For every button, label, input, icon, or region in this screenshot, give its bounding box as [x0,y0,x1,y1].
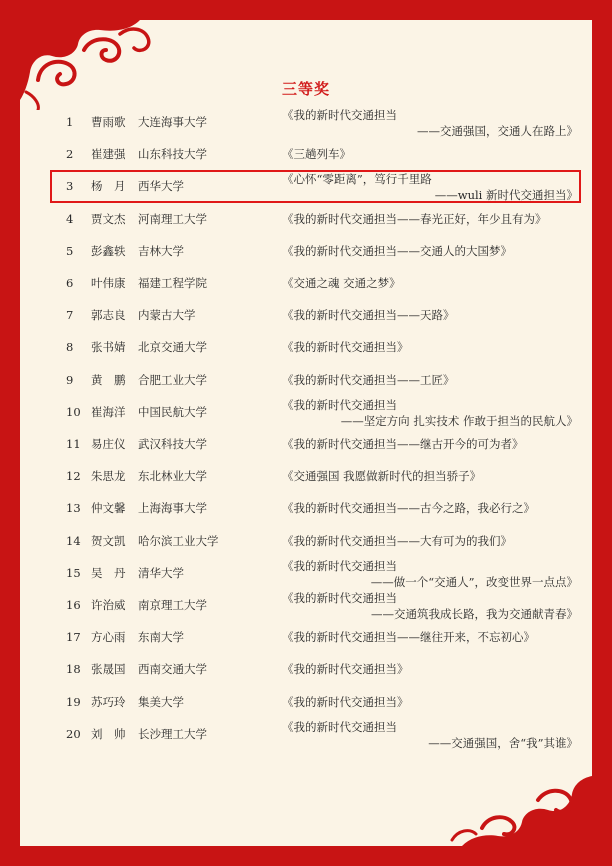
work-title [282,653,578,685]
work-title [282,106,578,138]
work-title [282,428,578,460]
work-title-line1: 《我的新时代交通担当——春光正好，年少且有为》 [282,211,547,226]
winner-name: 彭鑫轶 [91,243,126,258]
rank-number: 8 [66,340,74,355]
work-title-line1: 《我的新时代交通担当》 [282,694,409,709]
work-title-line1: 《我的新时代交通担当》 [282,662,409,677]
rank-number: 14 [66,533,81,548]
work-title [282,364,578,396]
certificate-page [20,20,592,846]
rank-number: 2 [66,147,74,162]
work-title [282,686,578,718]
work-title [282,299,578,331]
winner-name: 曹雨歌 [91,115,126,129]
winner-name: 苏巧玲 [91,694,126,709]
winner-row [20,299,592,331]
winner-row [20,525,592,557]
university-name: 北京交通大学 [138,340,207,355]
university-name: 长沙理工大学 [138,726,207,741]
winner-name: 吴 丹 [91,565,126,580]
work-title [282,557,578,589]
work-title-line1: 《我的新时代交通担当》 [282,340,409,355]
work-title-line1: 《三趟列车》 [282,147,351,162]
work-title-line1: 《我的新时代交通担当——工匠》 [282,372,455,387]
rank-number: 19 [66,694,81,709]
work-title [282,203,578,235]
winner-name: 贾文杰 [91,211,126,226]
rank-number: 13 [66,501,81,516]
rank-number: 18 [66,662,81,677]
winner-name: 贺文凯 [91,533,126,548]
rank-number: 7 [66,308,74,323]
university-name: 东南大学 [138,630,184,645]
work-title-line2: ——坚定方向 扎实技术 作敢于担当的民航人》 [340,413,578,428]
winner-row [20,428,592,460]
work-title [282,235,578,267]
winner-name: 许治威 [91,598,126,612]
work-title-line1: 《我的新时代交通担当 [282,558,397,573]
winner-name: 叶伟康 [91,276,126,290]
rank-number: 9 [66,372,74,387]
winner-row [20,686,592,718]
winner-name: 朱思龙 [91,469,126,484]
work-title [282,621,578,653]
work-title [282,267,578,299]
university-name: 山东科技大学 [138,147,207,162]
rank-number: 16 [66,598,81,612]
university-name: 上海海事大学 [138,501,207,516]
university-name: 清华大学 [138,565,184,580]
work-title-line1: 《我的新时代交通担当 [282,719,397,734]
work-title-line1: 《我的新时代交通担当 [282,108,397,122]
work-title-line1: 《我的新时代交通担当——天路》 [282,308,455,323]
rank-number: 15 [66,565,81,580]
winner-row [20,138,592,170]
winner-name: 崔建强 [91,147,126,162]
winner-row [20,235,592,267]
winner-row [20,460,592,492]
work-title [282,331,578,363]
work-title [282,718,578,750]
award-level-title: 三等奖 [281,80,330,98]
work-title-line1: 《我的新时代交通担当——大有可为的我们》 [282,533,512,548]
winner-name: 郭志良 [91,308,126,323]
winner-name: 仲文馨 [91,501,126,516]
winner-row [20,589,592,621]
work-title-line1: 《交通强国 我愿做新时代的担当骄子》 [282,469,482,484]
rank-number: 10 [66,404,81,419]
university-name: 内蒙古大学 [138,308,196,323]
university-name: 西华大学 [138,179,184,194]
winner-name: 黄 鹏 [91,372,126,387]
winner-row [20,106,592,138]
work-title [282,460,578,492]
work-title-line2: ——wuli 新时代交通担当》 [434,188,578,203]
work-title-line1: 《我的新时代交通担当——继古开今的可为者》 [282,437,524,451]
work-title-line2: ——做一个“交通人”，改变世界一点点》 [370,574,578,589]
university-name: 西南交通大学 [138,662,207,677]
university-name: 武汉科技大学 [138,437,207,451]
work-title [282,492,578,524]
work-title-line1: 《我的新时代交通担当——继往开来，不忘初心》 [282,630,535,645]
work-title-line1: 《我的新时代交通担当 [282,591,397,605]
university-name: 福建工程学院 [138,276,207,290]
work-title-line2: ——交通强国，舍“我”其谁》 [428,735,578,750]
rank-number: 5 [66,243,74,258]
work-title-line2: ——交通强国，交通人在路上》 [417,124,578,138]
rank-number: 3 [66,179,74,194]
university-name: 河南理工大学 [138,211,207,226]
winner-row [20,653,592,685]
rank-number: 20 [66,726,81,741]
rank-number: 1 [66,115,74,129]
university-name: 哈尔滨工业大学 [138,533,219,548]
rank-number: 12 [66,469,81,484]
rank-number: 11 [66,437,81,451]
winner-row [20,621,592,653]
winner-name: 张晟国 [91,662,126,677]
work-title-line1: 《我的新时代交通担当——交通人的大国梦》 [282,243,512,258]
work-title-line1: 《交通之魂 交通之梦》 [282,276,401,290]
university-name: 南京理工大学 [138,598,207,612]
university-name: 大连海事大学 [138,115,207,129]
work-title-line1: 《我的新时代交通担当 [282,397,397,412]
university-name: 中国民航大学 [138,404,207,419]
winner-row [20,267,592,299]
rank-number: 17 [66,630,81,645]
winner-row [20,718,592,750]
winner-name: 易庄仪 [91,437,126,451]
winner-name: 张书婧 [91,340,126,355]
rank-number: 4 [66,211,74,226]
winner-row [20,396,592,428]
work-title [282,138,578,170]
university-name: 合肥工业大学 [138,372,207,387]
auspicious-cloud-ornament-bottom-right [442,776,592,846]
work-title [282,396,578,428]
university-name: 吉林大学 [138,243,184,258]
work-title-line2: ——交通筑我成长路，我为交通献青春》 [371,607,578,621]
winner-name: 杨 月 [91,179,126,194]
highlight-box [50,170,581,203]
work-title-line1: 《我的新时代交通担当——古今之路，我必行之》 [282,501,535,516]
work-title [282,589,578,621]
university-name: 集美大学 [138,694,184,709]
work-title-line1: 《心怀“零距离”，笃行千里路 [282,172,432,187]
winner-name: 刘 帅 [91,726,126,741]
winner-row [20,203,592,235]
university-name: 东北林业大学 [138,469,207,484]
winner-name: 崔海洋 [91,404,126,419]
winner-row [20,331,592,363]
winner-row [20,492,592,524]
winner-row [20,364,592,396]
winner-row [20,557,592,589]
winner-name: 方心雨 [91,630,126,645]
rank-number: 6 [66,276,74,290]
work-title [282,525,578,557]
